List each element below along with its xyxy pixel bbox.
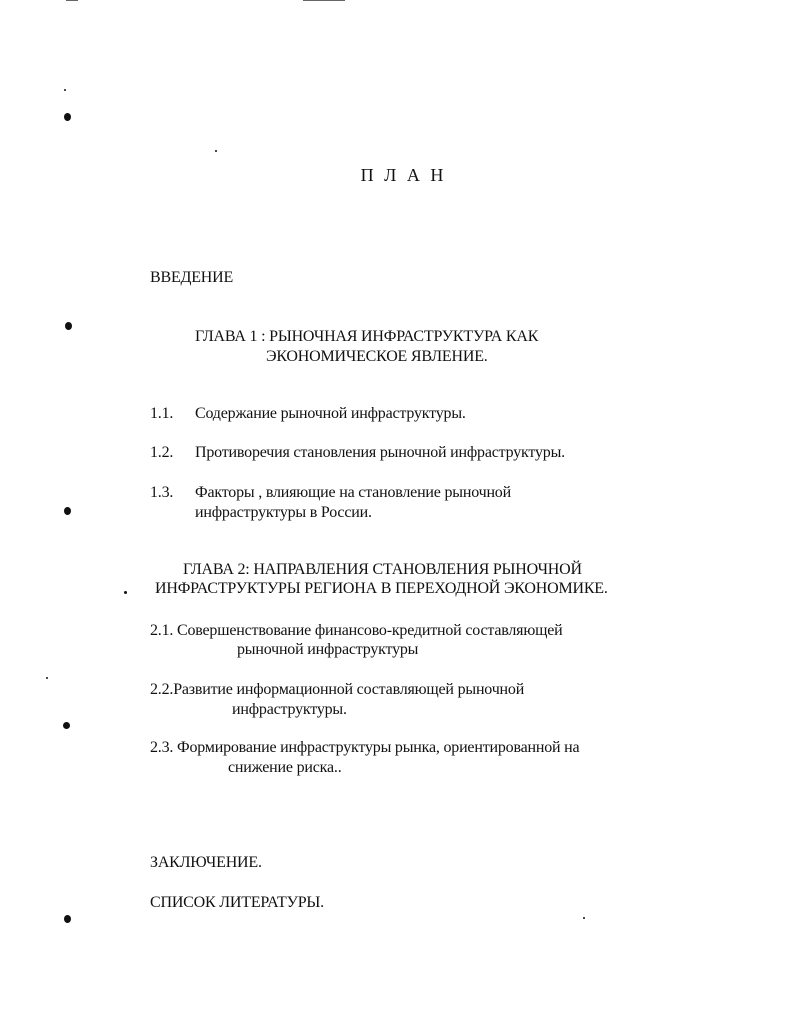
section-1-3-continued: инфраструктуры в России. xyxy=(195,504,372,521)
scan-artifact-dot xyxy=(583,917,585,919)
section-1-3 xyxy=(150,483,511,503)
chapter2-heading-line1: ГЛАВА 2: НАПРАВЛЕНИЯ СТАНОВЛЕНИЯ РЫНОЧНОЙ xyxy=(183,561,582,578)
page-title: П Л А Н xyxy=(360,165,447,185)
scan-artifact-dot xyxy=(64,89,66,91)
scan-artifact-line xyxy=(66,0,78,1)
chapter2-heading-line2: ИНФРАСТРУКТУРЫ РЕГИОНА В ПЕРЕХОДНОЙ ЭКОНОМИКЕ. xyxy=(155,580,608,597)
section-title: Факторы , влияющие на становление рыночной xyxy=(195,484,511,501)
section-number: 1.2. xyxy=(150,444,174,461)
section-1-1 xyxy=(150,404,466,424)
chapter1-heading-line2: ЭКОНОМИЧЕСКОЕ ЯВЛЕНИЕ. xyxy=(266,348,488,365)
intro-heading: ВВЕДЕНИЕ xyxy=(150,269,234,286)
scan-artifact-dot xyxy=(124,591,127,594)
section-2-3-continued: снижение риска.. xyxy=(228,759,342,776)
scan-artifact-dot xyxy=(215,150,217,152)
scan-artifact-dot xyxy=(46,677,48,679)
conclusion-heading: ЗАКЛЮЧЕНИЕ. xyxy=(150,854,262,871)
bibliography-heading: СПИСОК ЛИТЕРАТУРЫ. xyxy=(150,894,324,911)
section-title: Противоречия становления рыночной инфраструктуры. xyxy=(195,444,565,461)
section-number: 1.1. xyxy=(150,405,174,422)
chapter1-heading-line1: ГЛАВА 1 : РЫНОЧНАЯ ИНФРАСТРУКТУРА КАК xyxy=(195,328,539,345)
section-title: Содержание рыночной инфраструктуры. xyxy=(195,405,466,422)
scan-artifact-dot xyxy=(65,322,72,330)
scan-artifact-dot xyxy=(63,722,70,729)
section-2-1: 2.1. Совершенствование финансово-кредитной составляющей xyxy=(150,622,563,639)
section-2-1-continued: рыночной инфраструктуры xyxy=(237,641,419,658)
section-2-3: 2.3. Формирование инфраструктуры рынка, ориентированной на xyxy=(150,739,580,756)
scan-artifact-line xyxy=(303,0,345,1)
section-2-2-continued: инфраструктуры. xyxy=(232,701,347,718)
scan-artifact-dot xyxy=(64,507,71,515)
section-number: 1.3. xyxy=(150,484,174,501)
section-1-2 xyxy=(150,443,565,463)
scan-artifact-dot xyxy=(64,113,71,121)
section-2-2: 2.2.Развитие информационной составляющей рыночной xyxy=(150,681,525,698)
scan-artifact-dot xyxy=(64,915,71,923)
